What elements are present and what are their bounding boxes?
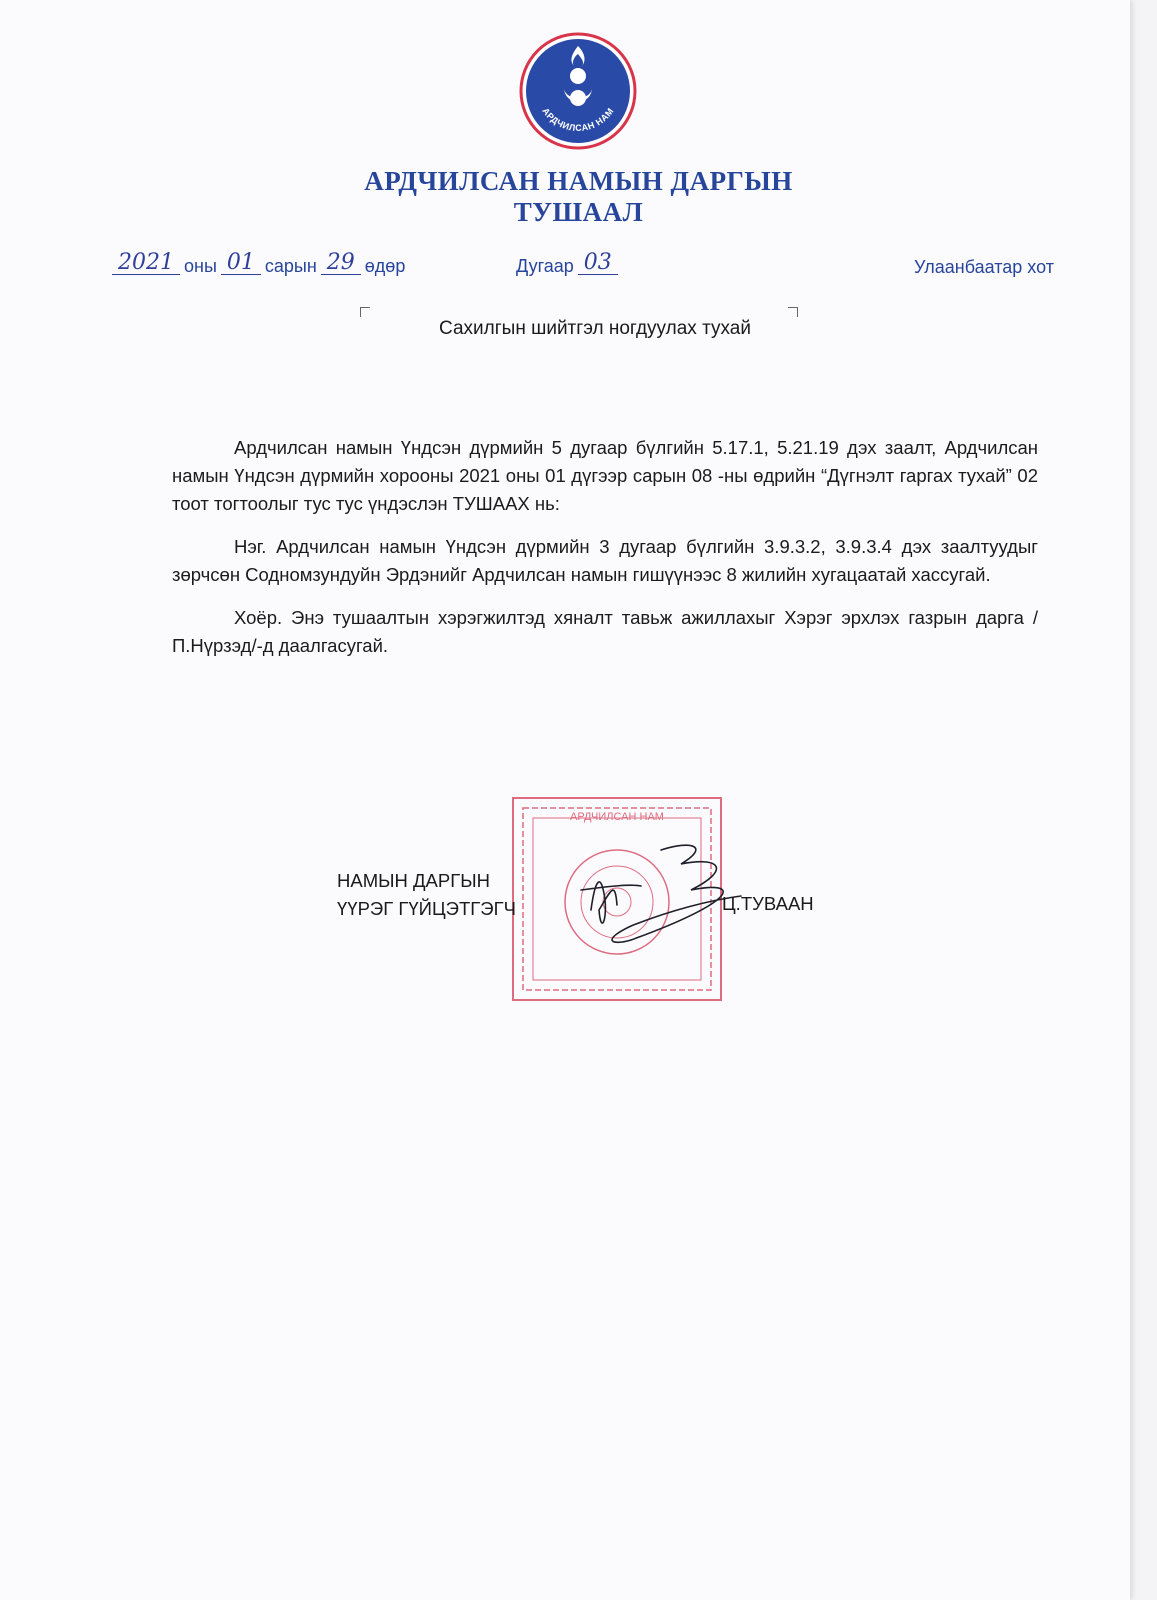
signatory-title-line2: ҮҮРЭГ ГҮЙЦЭТГЭГЧ [337, 898, 516, 919]
stamp-text: АРДЧИЛСАН НАМ [570, 811, 664, 823]
signatory-name: Ц.ТУВААН [722, 893, 814, 914]
signatory-title-line1: НАМЫН ДАРГЫН [337, 870, 490, 891]
date-year: 2021 [112, 252, 180, 275]
signatory-title [337, 867, 516, 923]
number-label: Дугаар [516, 256, 574, 276]
city-label: Улаанбаатар хот [914, 257, 1054, 277]
date-month: 01 [221, 252, 261, 275]
document-subject: Сахилгын шийтгэл ногдуулах тухай [439, 318, 751, 339]
number-value: 03 [578, 252, 618, 275]
party-logo [519, 32, 637, 150]
subject-corner-left [360, 307, 370, 317]
month-label: сарын [264, 256, 317, 276]
date-line [112, 252, 409, 277]
paragraph-one: Нэг. Ардчилсан намын Үндсэн дүрмийн 3 дугаар бүлгийн 3.9.3.2, 3.9.3.4 дэх заалтуудыг зөрчсөн Содномзундуйн Эрдэнийг Ардчилсан намын гишүүнээс 8 жилийн хугацаатай хассугай. [172, 536, 1038, 585]
day-label: өдөр [364, 256, 406, 276]
document-header-line1: АРДЧИЛСАН НАМЫН ДАРГЫН [364, 166, 793, 196]
paragraph-two: Хоёр. Энэ тушаалтын хэрэгжилтэд хяналт тавьж ажиллахыг Хэрэг эрхлэх газрын дарга /П.Нүрзэд/-д даалгасугай. [172, 607, 1038, 656]
logo-text: АРДЧИЛСАН НАМ [540, 105, 616, 133]
date-day: 29 [321, 252, 361, 275]
paragraph-basis: Ардчилсан намын Үндсэн дүрмийн 5 дугаар бүлгийн 5.17.1, 5.21.19 дэх заалт, Ардчилсан намын Үндсэн дүрмийн хорооны 2021 оны 01 дүгээр сарын 08 -ны өдрийн “Дүгнэлт гаргах тухай” 02 тоот тогтоолыг тус тус үндэслэн ТУШААХ нь: [172, 437, 1038, 514]
document-number [512, 252, 618, 277]
body-text [172, 434, 1038, 675]
year-label: оны [184, 256, 217, 276]
subject-corner-right [788, 307, 798, 317]
document-header-line2: ТУШААЛ [513, 197, 644, 227]
